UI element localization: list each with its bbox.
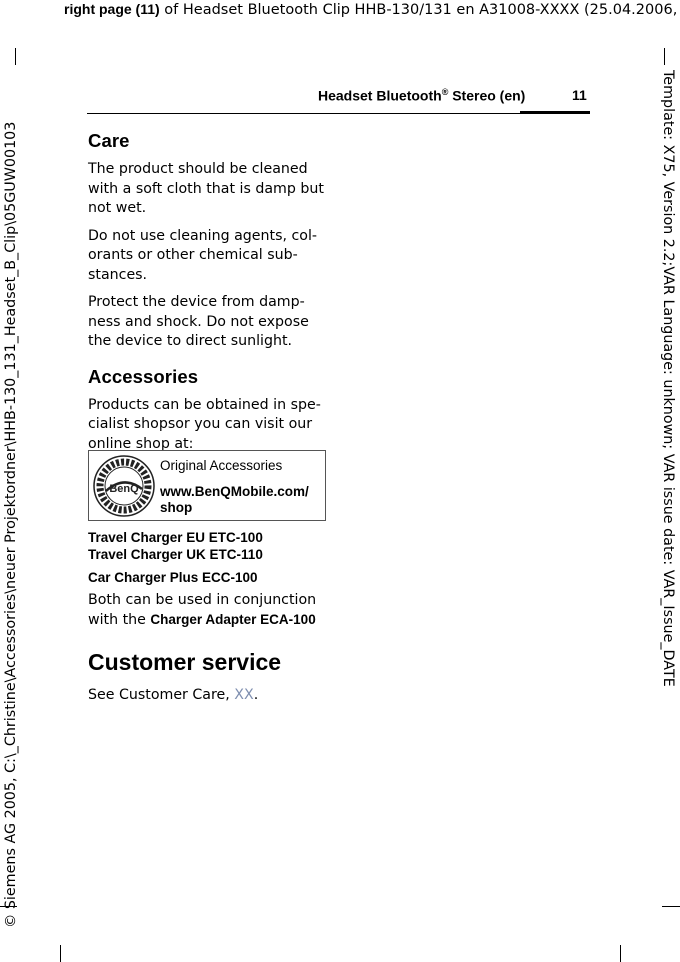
charger-adapter-name: Charger Adapter ECA-100 — [150, 612, 316, 627]
crop-mark-top-left — [15, 48, 16, 65]
page-number: 11 — [572, 87, 587, 103]
benq-seal-logo — [93, 455, 155, 517]
crop-mark-bottom-right-v — [620, 945, 621, 962]
customer-service-heading: Customer service — [88, 649, 282, 675]
crop-mark-top-right — [664, 48, 665, 65]
item-travel-charger-eu: Travel Charger EU ETC-100 — [88, 530, 263, 545]
cross-reference-link[interactable]: XX — [234, 687, 254, 703]
conjunction-paragraph — [88, 591, 332, 631]
header-rule-accent — [520, 111, 590, 114]
logo-wordmark: BenQ — [109, 483, 139, 495]
conjunction-text: Both can be used in conjunction with the — [88, 591, 317, 628]
care-paragraph-1: The product should be cleaned with a soft cloth that is damp but not wet. — [88, 161, 324, 216]
side-copyright-text: © Siemens AG 2005, C:\_Christine\Accessories\neuer Projektordner\HHB-130_131_Headset_B_Clip\05GUW00103 — [3, 121, 19, 928]
accessories-list — [88, 530, 332, 639]
accessories-paragraph: Products can be obtained in spe-cialist shopsor you can visit our online shop at: — [88, 396, 321, 452]
box-title: Original Accessories — [160, 458, 283, 473]
side-template-info — [657, 70, 679, 690]
running-header-title — [318, 87, 525, 104]
care-heading: Care — [88, 130, 130, 151]
main-column — [88, 130, 332, 462]
side-copyright-path — [0, 70, 22, 930]
shop-url-link[interactable]: www.BenQMobile.com/ shop — [160, 484, 309, 515]
imprint-text: of Headset Bluetooth Clip HHB-130/131 en A31008-XXXX (25.04.2006, — [159, 2, 678, 18]
side-template-text: Template: X75, Version 2.2;VAR Language: unknown; VAR issue date: VAR_Issue_DATE — [660, 70, 676, 687]
customer-service-text: See Customer Care, — [88, 687, 235, 703]
registered-mark: ® — [441, 87, 449, 97]
accessories-heading: Accessories — [88, 365, 199, 387]
crop-mark-bottom-right-h — [662, 906, 680, 907]
item-travel-charger-uk: Travel Charger UK ETC-110 — [88, 546, 263, 562]
care-paragraph-2: Do not use cleaning agents, col-orants or other chemical sub-stances. — [88, 227, 318, 283]
header-title-text: Headset Bluetooth — [318, 87, 442, 104]
customer-service-paragraph — [88, 686, 332, 706]
item-car-charger: Car Charger Plus ECC-100 — [88, 570, 258, 585]
crop-mark-bottom-left-v — [60, 945, 61, 962]
header-title-suffix: Stereo (en) — [448, 87, 526, 104]
print-imprint — [64, 0, 677, 19]
customer-service-section — [88, 649, 332, 714]
header-rule — [87, 113, 590, 114]
care-paragraph-3: Protect the device from damp-ness and shock. Do not expose the device to direct sunlight. — [88, 294, 309, 349]
imprint-page-label: right page (11) — [64, 1, 160, 17]
accessories-shop-box — [88, 450, 326, 521]
customer-service-end: . — [253, 687, 259, 703]
